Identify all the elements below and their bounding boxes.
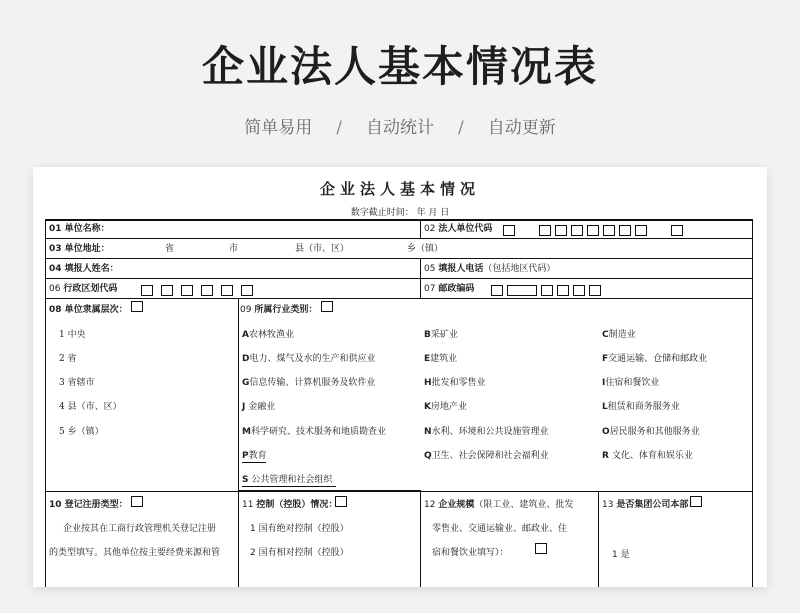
enterprise-size-box[interactable]	[535, 543, 547, 554]
industry-s: S 公共管理和社会组织	[242, 475, 333, 485]
code-box[interactable]	[503, 225, 515, 236]
field-number: 09	[240, 305, 252, 315]
form-title: 企业法人基本情况	[319, 180, 480, 198]
rule	[45, 238, 753, 239]
industry-r: R 文化、体育和娱乐业	[602, 451, 693, 461]
legal-code-boxes[interactable]	[503, 225, 687, 236]
rule	[420, 258, 421, 298]
industry-f: F交通运输、仓储和邮政业	[602, 354, 708, 364]
group-hq-label	[602, 499, 697, 511]
rule	[45, 258, 753, 259]
address-city: 市	[229, 244, 239, 254]
unit-name-label: 01 单位名称：	[49, 224, 110, 234]
industry-label	[240, 304, 317, 316]
tag-easy: 简单易用	[244, 118, 313, 138]
code-box[interactable]	[507, 285, 537, 296]
enterprise-size-text: 企业规模	[438, 500, 475, 510]
industry-i: I住宿和餐饮业	[602, 378, 660, 388]
code-box[interactable]	[619, 225, 631, 236]
enterprise-size-note: （限工业、建筑业、批发	[474, 500, 574, 510]
rule	[420, 491, 421, 587]
code-box[interactable]	[541, 285, 553, 296]
tagline	[0, 113, 800, 138]
address-province: 省	[165, 244, 175, 254]
code-box[interactable]	[635, 225, 647, 236]
registration-note-1: 企业按其在工商行政管理机关登记注册	[63, 524, 217, 534]
postal-code-text: 邮政编码	[438, 284, 475, 294]
field-number: 13	[602, 500, 614, 510]
tag-separator: /	[458, 118, 464, 138]
industry-d: D电力、煤气及水的生产和供应业	[242, 354, 376, 364]
field-number: 06	[49, 284, 61, 294]
underline	[242, 462, 266, 463]
level-city: 3 省辖市	[59, 378, 95, 388]
industry-n: N水利、环境和公共设施管理业	[424, 427, 549, 437]
code-box[interactable]	[571, 225, 583, 236]
code-box[interactable]	[573, 285, 585, 296]
legal-code-label	[424, 223, 492, 235]
group-hq-text: 是否集团公司本部：	[616, 500, 698, 510]
rule	[598, 491, 599, 587]
rule	[45, 219, 753, 221]
field-number: 02	[424, 224, 436, 234]
address-township: 乡（镇）	[407, 244, 444, 254]
group-hq-box[interactable]	[690, 496, 702, 507]
code-box[interactable]	[539, 225, 551, 236]
field-number: 05	[424, 264, 436, 274]
enterprise-size-line-1: 零售业、交通运输业、邮政业、住	[432, 524, 568, 534]
unit-level-label: 08 单位隶属层次：	[49, 305, 128, 315]
registration-note-2: 的类型填写。其他单位按主要经费来源和管	[49, 548, 221, 558]
industry-e: E建筑业	[424, 354, 458, 364]
page-title: 企业法人基本情况表	[201, 42, 598, 91]
legal-code-text: 法人单位代码	[438, 224, 493, 234]
enterprise-size-label	[424, 499, 573, 511]
group-hq-option-yes: 1 是	[612, 550, 630, 560]
region-code-label	[49, 283, 117, 295]
postal-code-boxes[interactable]	[491, 285, 605, 296]
tag-auto-stat: 自动统计	[366, 118, 434, 138]
industry-h: H批发和零售业	[424, 378, 486, 388]
region-code-boxes[interactable]	[141, 285, 257, 296]
code-box[interactable]	[161, 285, 173, 296]
rule	[752, 219, 753, 587]
control-box[interactable]	[335, 496, 347, 507]
industry-q: Q卫生、社会保障和社会福利业	[424, 451, 549, 461]
code-box[interactable]	[555, 225, 567, 236]
rule	[45, 278, 753, 279]
field-number: 12	[424, 500, 436, 510]
unit-level-box[interactable]	[131, 301, 143, 312]
rule	[45, 219, 46, 587]
code-box[interactable]	[181, 285, 193, 296]
code-box[interactable]	[589, 285, 601, 296]
tag-separator: /	[336, 118, 342, 138]
rule	[238, 298, 239, 587]
registration-type-box[interactable]	[131, 496, 143, 507]
code-box[interactable]	[603, 225, 615, 236]
filler-phone-text: 填报人电话	[438, 264, 484, 274]
code-box[interactable]	[491, 285, 503, 296]
control-option-2: 2 国有相对控制（控股）	[250, 548, 349, 558]
industry-m: M科学研究、技术服务和地质勘查业	[242, 427, 386, 437]
control-option-1: 1 国有绝对控制（控股）	[250, 524, 349, 534]
level-township: 5 乡（镇）	[59, 427, 104, 437]
filler-name-label: 04 填报人姓名：	[49, 264, 119, 274]
enterprise-size-line-2: 宿和餐饮业填写）：	[432, 548, 509, 558]
code-box[interactable]	[141, 285, 153, 296]
level-province: 2 省	[59, 354, 77, 364]
industry-j: J 金融业	[242, 402, 276, 412]
form-sheet	[33, 167, 767, 587]
industry-b: B采矿业	[424, 330, 458, 340]
industry-p: P教育	[242, 451, 267, 461]
code-box[interactable]	[241, 285, 253, 296]
code-box[interactable]	[671, 225, 683, 236]
control-text: 控制（控股）情况：	[256, 500, 338, 510]
address-county: 县（市、区）	[295, 244, 350, 254]
postal-code-label	[424, 283, 474, 295]
code-box[interactable]	[201, 285, 213, 296]
industry-a: A农林牧渔业	[242, 330, 294, 340]
registration-type-label: 10 登记注册类型：	[49, 500, 128, 510]
filler-phone-note: （包括地区代码）	[483, 264, 556, 274]
rule	[420, 219, 421, 239]
industry-box[interactable]	[321, 301, 333, 312]
field-number: 07	[424, 284, 436, 294]
unit-address-label: 03 单位地址：	[49, 244, 110, 254]
industry-c: C制造业	[602, 330, 636, 340]
control-label	[242, 499, 337, 511]
industry-g: G信息传输、计算机服务及软件业	[242, 378, 376, 388]
filler-phone-label	[424, 263, 555, 275]
industry-l: L租赁和商务服务业	[602, 402, 680, 412]
tag-auto-update: 自动更新	[487, 118, 556, 138]
industry-o: O居民服务和其他服务业	[602, 427, 700, 437]
industry-k: K房地产业	[424, 402, 467, 412]
code-box[interactable]	[557, 285, 569, 296]
region-code-text: 行政区划代码	[63, 284, 118, 294]
field-number: 11	[242, 500, 254, 510]
rule	[45, 491, 753, 492]
deadline: 数字截止时间： 年 月 日	[350, 208, 450, 218]
code-box[interactable]	[587, 225, 599, 236]
underline	[242, 486, 336, 487]
rule	[45, 298, 753, 299]
industry-text: 所属行业类别：	[254, 305, 318, 315]
code-box[interactable]	[221, 285, 233, 296]
level-central: 1 中央	[59, 330, 86, 340]
level-county: 4 县（市、区）	[59, 402, 122, 412]
